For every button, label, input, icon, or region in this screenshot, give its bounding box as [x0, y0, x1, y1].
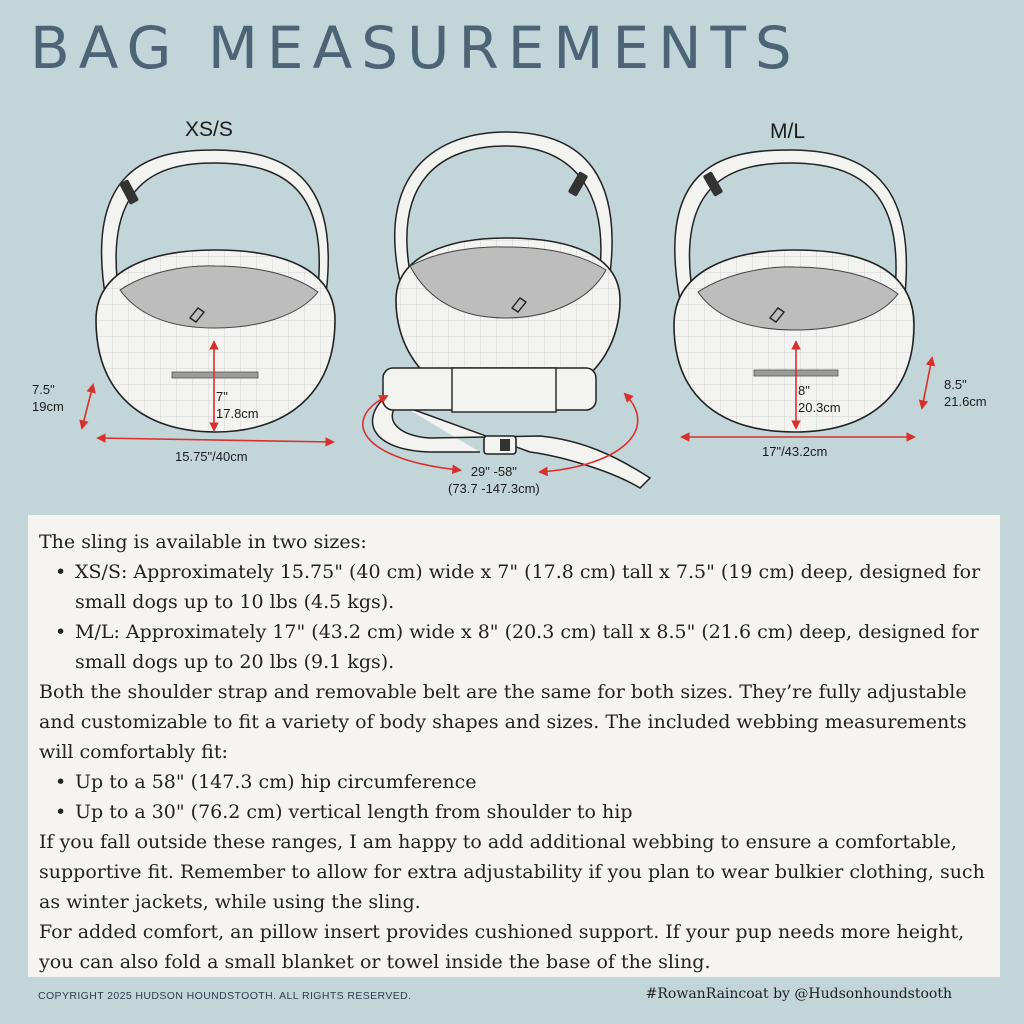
outside-range-text: If you fall outside these ranges, I am happy to add additional webbing to ensure a comfortable, supportive fit. Remember to allow for extra adjustability if you plan to wear bulkier clothing, such as winter jackets, while using the sling. [39, 831, 985, 913]
size-label-m-l: M/L [770, 120, 806, 143]
copyright-notice: COPYRIGHT 2025 HUDSON HOUNDSTOOTH. ALL RIGHTS RESERVED. [38, 990, 412, 1002]
large-depth-label: 8.5" 21.6cm [944, 377, 987, 409]
social-handle: #RowanRaincoat by @Hudsonhoundstooth [645, 986, 952, 1002]
list-item: • XS/S: Approximately 15.75" (40 cm) wide x 7" (17.8 cm) tall x 7.5" (19 cm) deep, designed for small dogs up to 10 lbs (4.5 kgs). [55, 561, 981, 613]
fit-list [39, 767, 994, 827]
bag-diagram [0, 0, 1024, 510]
large-depth-arrow [922, 358, 932, 408]
list-item: • Up to a 58" (147.3 cm) hip circumference [55, 771, 477, 793]
size-list [39, 557, 994, 677]
belt-range-label: 29" -58" (73.7 -147.3cm) [448, 464, 540, 496]
small-depth-arrow [82, 385, 93, 428]
small-bag-zipper [172, 372, 258, 378]
size-label-xs-s: XS/S [185, 118, 233, 141]
large-width-label: 17"/43.2cm [762, 444, 828, 459]
large-height-label: 8" 20.3cm [798, 383, 841, 415]
comfort-text: For added comfort, an pillow insert provides cushioned support. If your pup needs more height, you can also fold a small blanket or towel inside the base of the sling. [39, 921, 965, 973]
small-depth-label: 7.5" 19cm [32, 382, 64, 414]
list-item: • Up to a 30" (76.2 cm) vertical length from shoulder to hip [55, 801, 633, 823]
strap-text: Both the shoulder strap and removable belt are the same for both sizes. They’re fully adjustable and customizable to fit a variety of body shapes and sizes. The included webbing measurements will comfortably fit: [39, 681, 967, 763]
belt-bag-illustration [363, 132, 650, 488]
page-title: BAG MEASUREMENTS [30, 14, 801, 82]
list-item: • M/L: Approximately 17" (43.2 cm) wide x 8" (20.3 cm) tall x 8.5" (21.6 cm) deep, designed for small dogs up to 20 lbs (9.1 kgs). [55, 621, 979, 673]
intro-text: The sling is available in two sizes: [39, 531, 367, 553]
small-width-arrow [98, 438, 333, 442]
description-text [39, 527, 994, 977]
small-width-label: 15.75"/40cm [175, 449, 248, 464]
description-panel [28, 515, 1000, 977]
small-bag-illustration [82, 150, 335, 442]
belt-pad-center [452, 368, 556, 412]
belt-buckle-inner [500, 439, 510, 451]
small-height-label: 7" 17.8cm [216, 389, 259, 421]
